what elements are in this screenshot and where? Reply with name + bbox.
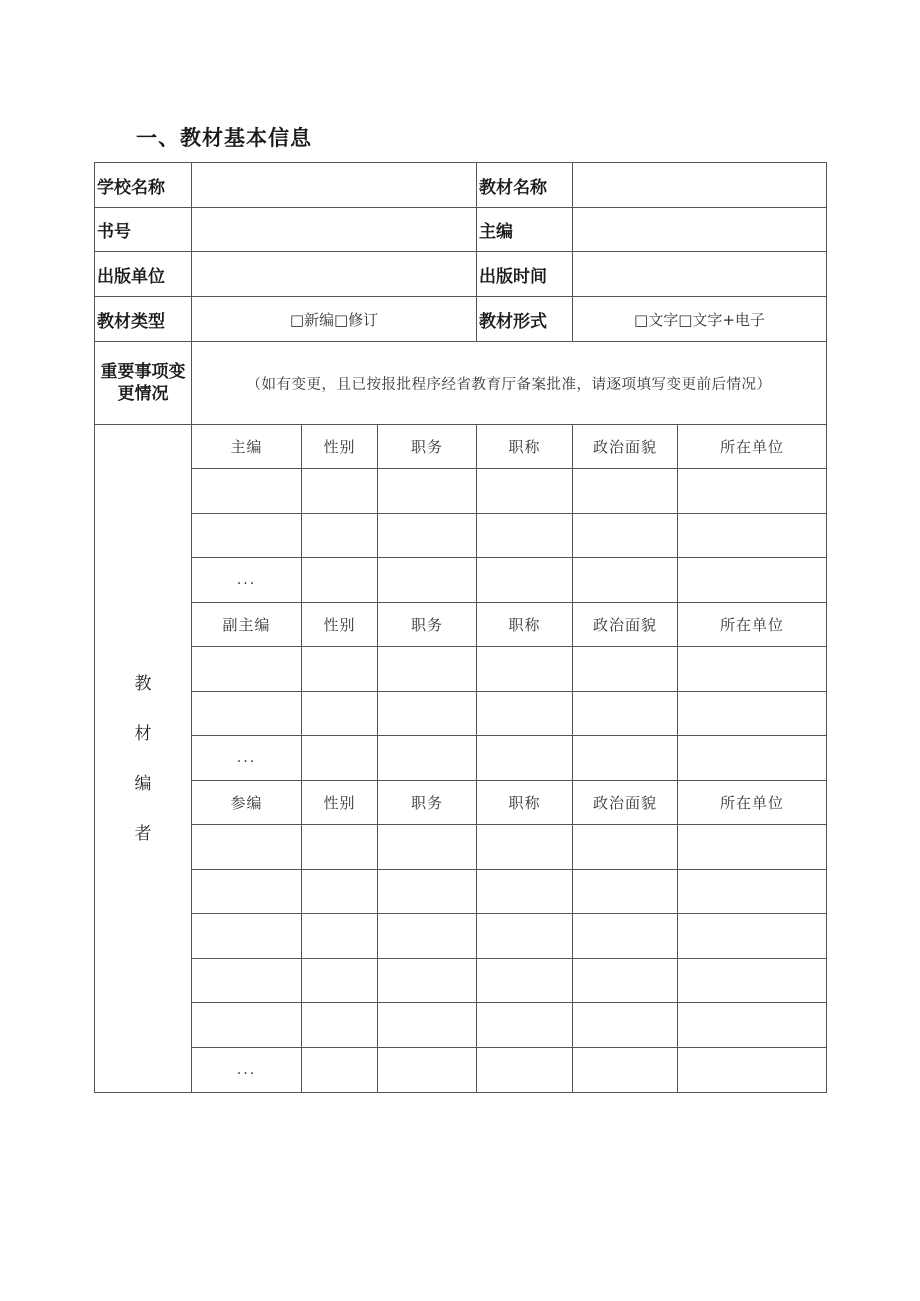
editor-cell[interactable] (192, 647, 302, 692)
editor-cell[interactable] (678, 692, 827, 736)
editor-cell[interactable] (678, 514, 827, 558)
textbook-info-table (94, 162, 827, 1093)
column-header-position: 职务 (378, 425, 477, 469)
table-row (95, 870, 827, 914)
publisher-label: 出版单位 (95, 252, 192, 297)
column-header-position: 职务 (378, 603, 477, 647)
table-row (95, 342, 827, 425)
school-name-label: 学校名称 (95, 163, 192, 208)
editor-cell[interactable] (192, 870, 302, 914)
editor-cell[interactable] (477, 514, 573, 558)
ellipsis-cell: ... (192, 1048, 302, 1093)
textbook-name-label: 教材名称 (477, 163, 573, 208)
editor-cell[interactable] (573, 870, 678, 914)
editor-cell[interactable] (192, 692, 302, 736)
editor-cell[interactable] (477, 736, 573, 781)
table-row (95, 558, 827, 603)
textbook-type-options[interactable]: □新编□修订 (192, 297, 477, 342)
editor-cell[interactable] (573, 736, 678, 781)
editor-cell[interactable] (302, 825, 378, 870)
column-header-political-status: 政治面貌 (573, 425, 678, 469)
editor-cell[interactable] (302, 959, 378, 1003)
editor-cell[interactable] (192, 469, 302, 514)
publisher-field[interactable] (192, 252, 477, 297)
textbook-form-label: 教材形式 (477, 297, 573, 342)
book-number-field[interactable] (192, 208, 477, 252)
editor-cell[interactable] (378, 870, 477, 914)
editor-cell[interactable] (477, 959, 573, 1003)
editor-cell[interactable] (477, 469, 573, 514)
table-row (95, 252, 827, 297)
chief-editor-field[interactable] (573, 208, 827, 252)
table-row (95, 914, 827, 959)
editor-cell[interactable] (477, 1003, 573, 1048)
table-row (95, 959, 827, 1003)
editor-cell[interactable] (477, 647, 573, 692)
column-header-title: 职称 (477, 781, 573, 825)
editor-cell[interactable] (573, 647, 678, 692)
editor-cell[interactable] (477, 558, 573, 603)
editor-cell[interactable] (302, 692, 378, 736)
editor-cell[interactable] (378, 514, 477, 558)
publish-time-label: 出版时间 (477, 252, 573, 297)
editor-cell[interactable] (477, 870, 573, 914)
table-row (95, 1048, 827, 1093)
editor-cell[interactable] (678, 736, 827, 781)
editor-cell[interactable] (477, 914, 573, 959)
ellipsis-cell: ... (192, 558, 302, 603)
editor-cell[interactable] (573, 1048, 678, 1093)
editor-cell[interactable] (192, 959, 302, 1003)
editor-cell[interactable] (192, 1003, 302, 1048)
editor-cell[interactable] (573, 1003, 678, 1048)
editor-cell[interactable] (378, 1003, 477, 1048)
section-heading: 一、教材基本信息 (136, 126, 312, 150)
editor-header-row (95, 781, 827, 825)
editors-label-char: 材 (134, 723, 152, 744)
editor-cell[interactable] (378, 647, 477, 692)
table-row (95, 514, 827, 558)
column-header-political-status: 政治面貌 (573, 781, 678, 825)
editor-cell[interactable] (678, 1048, 827, 1093)
column-header-role: 参编 (192, 781, 302, 825)
editor-cell[interactable] (477, 825, 573, 870)
editor-cell[interactable] (378, 1048, 477, 1093)
editor-cell[interactable] (378, 959, 477, 1003)
editor-cell[interactable] (678, 647, 827, 692)
column-header-affiliation: 所在单位 (678, 603, 827, 647)
editor-cell[interactable] (302, 1048, 378, 1093)
column-header-gender: 性别 (302, 425, 378, 469)
editor-cell[interactable] (302, 469, 378, 514)
column-header-title: 职称 (477, 425, 573, 469)
editor-cell[interactable] (302, 558, 378, 603)
textbook-form-options[interactable]: □文字□文字+电子 (573, 297, 827, 342)
editor-cell[interactable] (378, 914, 477, 959)
changes-label (95, 342, 192, 425)
editor-cell[interactable] (573, 914, 678, 959)
editor-cell[interactable] (678, 469, 827, 514)
column-header-gender: 性别 (302, 603, 378, 647)
column-header-role: 副主编 (192, 603, 302, 647)
editor-header-row (95, 425, 827, 469)
editor-cell[interactable] (302, 514, 378, 558)
chief-editor-label: 主编 (477, 208, 573, 252)
editor-cell[interactable] (302, 1003, 378, 1048)
editors-label-char: 教 (134, 673, 152, 694)
editor-cell[interactable] (573, 959, 678, 1003)
editor-cell[interactable] (378, 825, 477, 870)
changes-label-line1: 重要事项变 (100, 362, 186, 382)
textbook-type-label: 教材类型 (95, 297, 192, 342)
table-row (95, 1003, 827, 1048)
ellipsis-cell: ... (192, 736, 302, 781)
table-row (95, 825, 827, 870)
table-row (95, 647, 827, 692)
editor-cell[interactable] (678, 914, 827, 959)
editor-cell[interactable] (678, 825, 827, 870)
column-header-gender: 性别 (302, 781, 378, 825)
editor-cell[interactable] (573, 514, 678, 558)
table-row (95, 692, 827, 736)
editor-cell[interactable] (378, 469, 477, 514)
editors-label-char: 者 (134, 823, 152, 844)
school-name-field[interactable] (192, 163, 477, 208)
editor-cell[interactable] (302, 736, 378, 781)
editor-cell[interactable] (192, 914, 302, 959)
textbook-name-field[interactable] (573, 163, 827, 208)
editor-header-row (95, 603, 827, 647)
table-row (95, 208, 827, 252)
table-row (95, 736, 827, 781)
column-header-affiliation: 所在单位 (678, 781, 827, 825)
column-header-position: 职务 (378, 781, 477, 825)
book-number-label: 书号 (95, 208, 192, 252)
editor-cell[interactable] (378, 736, 477, 781)
publish-time-field[interactable] (573, 252, 827, 297)
column-header-affiliation: 所在单位 (678, 425, 827, 469)
editor-cell[interactable] (302, 914, 378, 959)
editor-cell[interactable] (678, 1003, 827, 1048)
editor-cell[interactable] (678, 959, 827, 1003)
changes-note[interactable]: （如有变更，且已按报批程序经省教育厅备案批准，请逐项填写变更前后情况） (192, 342, 827, 425)
editor-cell[interactable] (573, 692, 678, 736)
editor-cell[interactable] (302, 647, 378, 692)
table-row (95, 469, 827, 514)
editor-cell[interactable] (573, 558, 678, 603)
column-header-role: 主编 (192, 425, 302, 469)
editor-cell[interactable] (378, 692, 477, 736)
table-row (95, 297, 827, 342)
editor-cell[interactable] (192, 825, 302, 870)
editor-cell[interactable] (192, 514, 302, 558)
editor-cell[interactable] (678, 558, 827, 603)
editors-section-label (95, 425, 192, 1093)
editor-cell[interactable] (573, 825, 678, 870)
column-header-political-status: 政治面貌 (573, 603, 678, 647)
editor-cell[interactable] (678, 870, 827, 914)
editor-cell[interactable] (477, 1048, 573, 1093)
table-row (95, 163, 827, 208)
column-header-title: 职称 (477, 603, 573, 647)
editor-cell[interactable] (302, 870, 378, 914)
editor-cell[interactable] (573, 469, 678, 514)
changes-label-line2: 更情况 (117, 384, 169, 404)
editors-label-char: 编 (134, 773, 152, 794)
editor-cell[interactable] (477, 692, 573, 736)
editor-cell[interactable] (378, 558, 477, 603)
